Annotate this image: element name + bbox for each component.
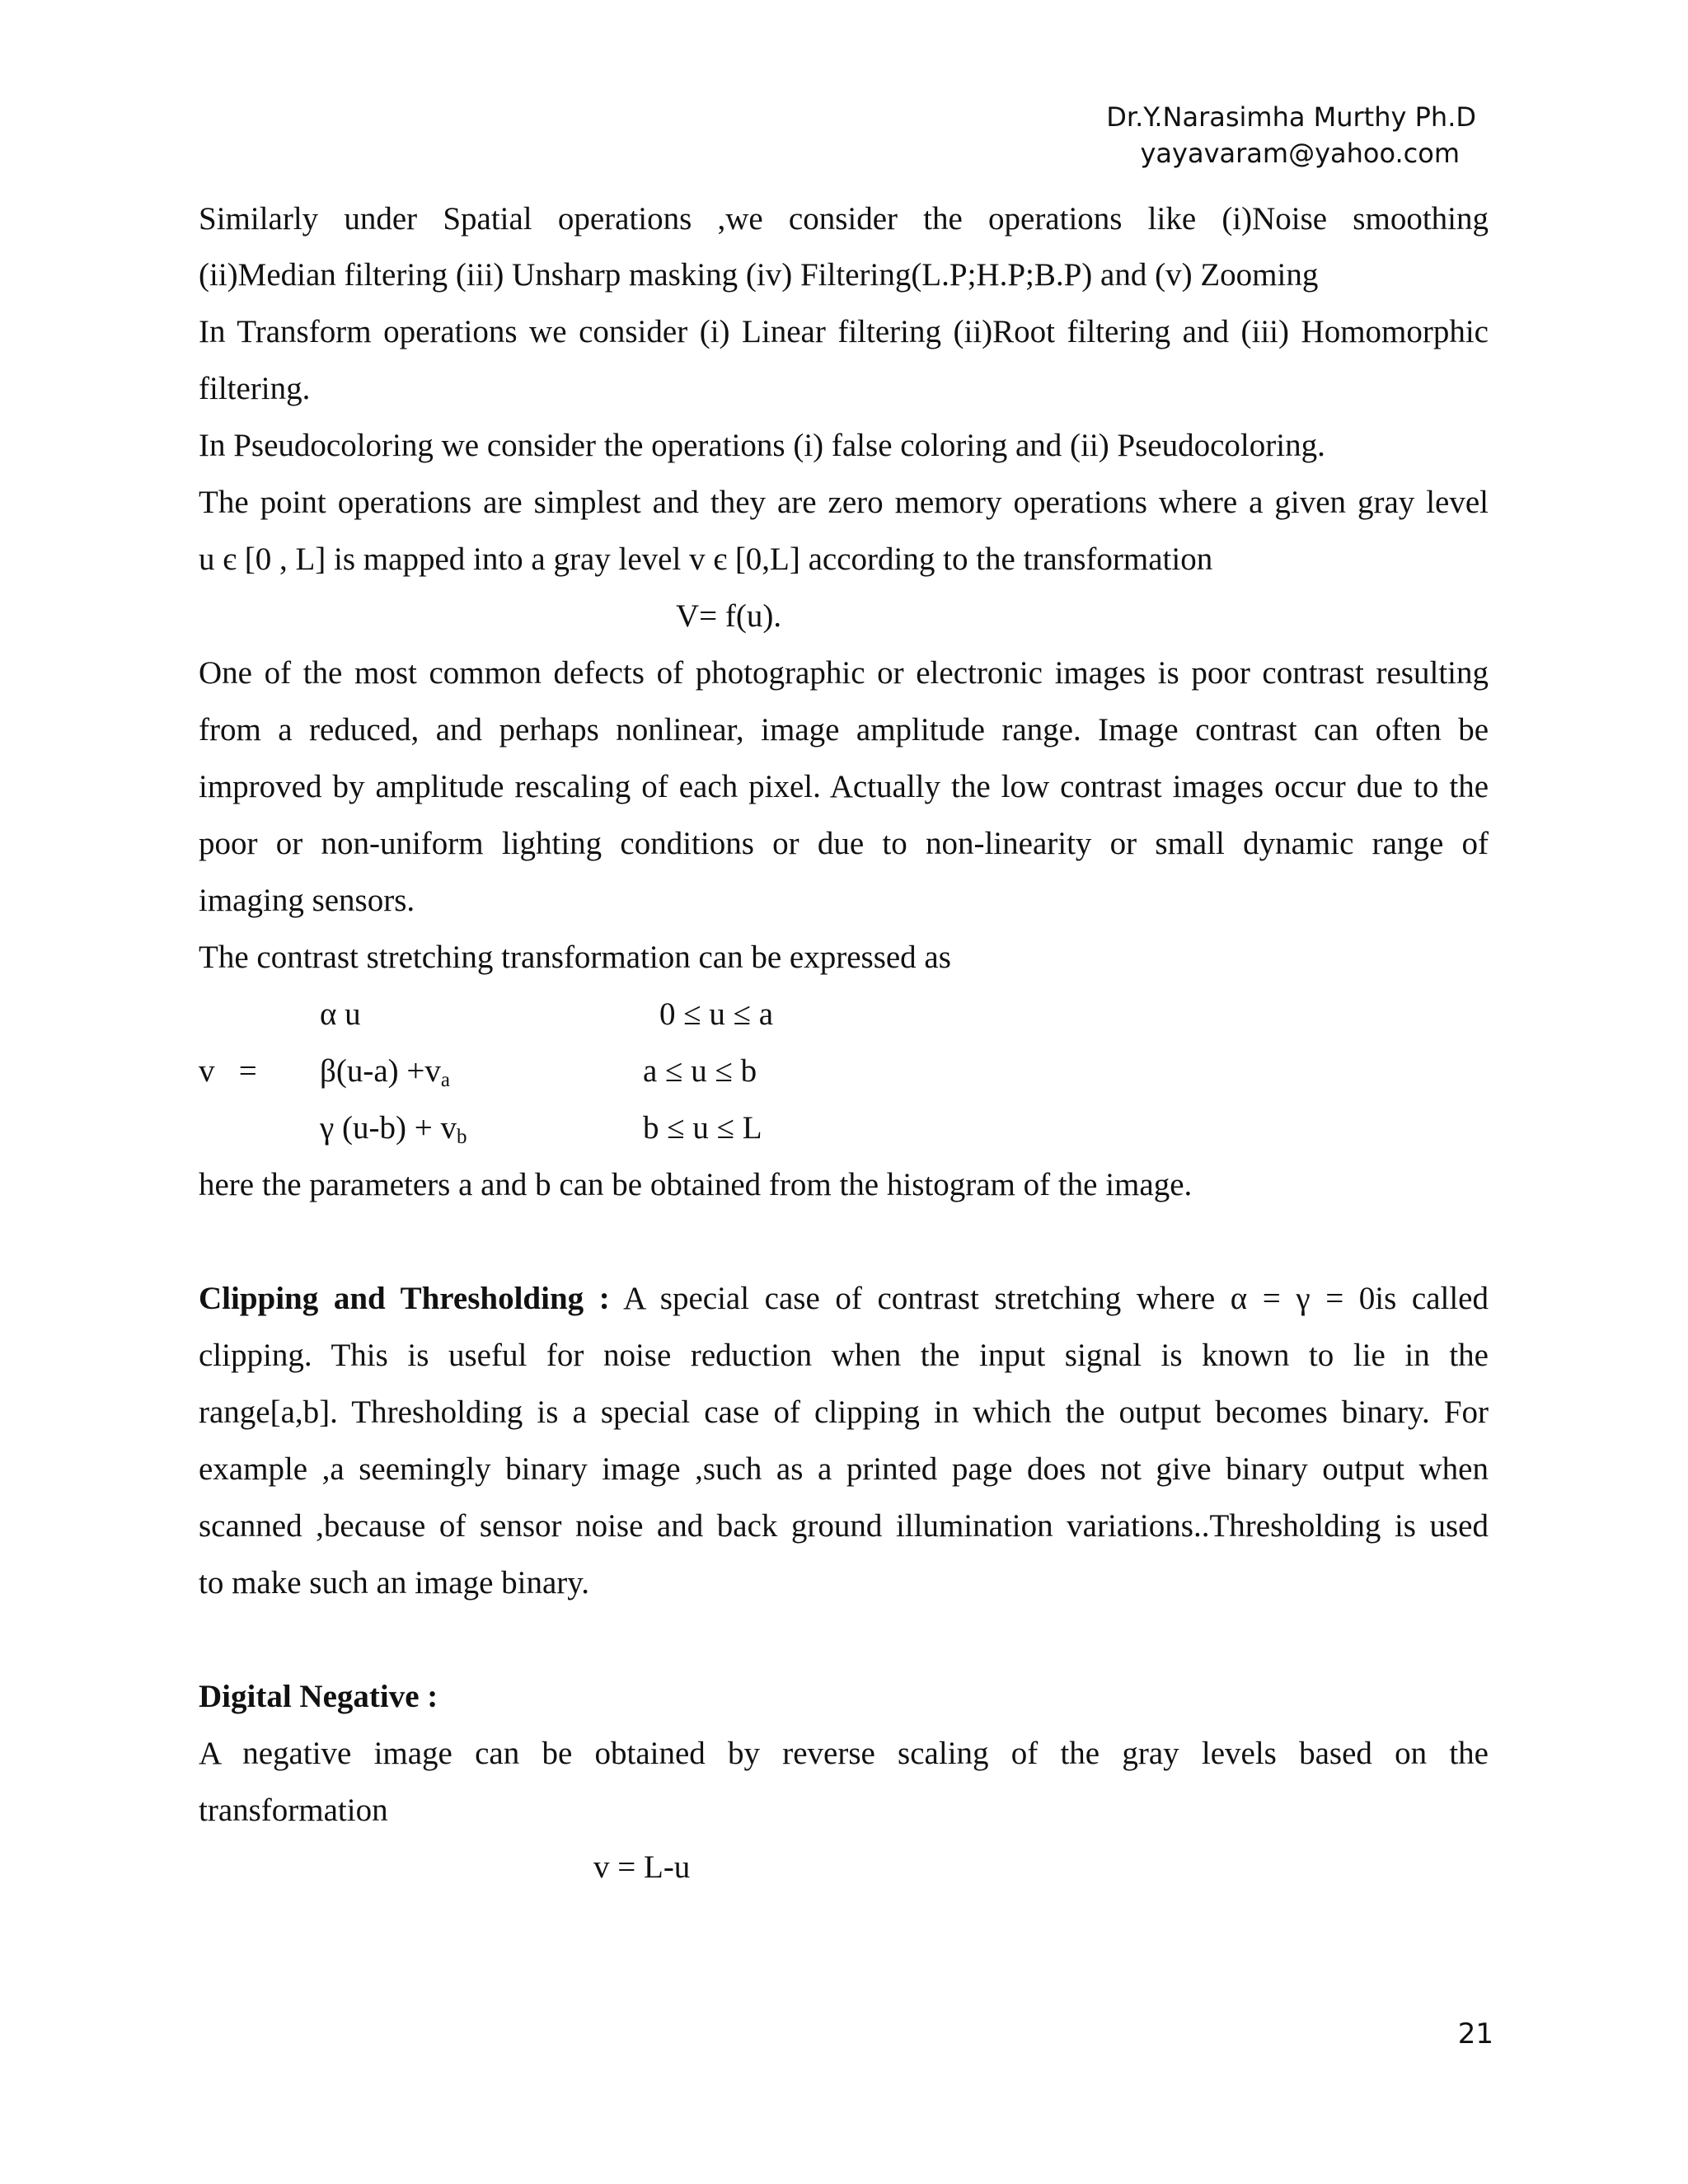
paragraph-line: Similarly under Spatial operations ,we consider the operations like (i)Noise smoothing xyxy=(199,201,1489,237)
paragraph-line: range[a,b]. Thresholding is a special case of clipping in which the output becomes binary. For xyxy=(199,1394,1489,1430)
header-author: Dr.Y.Narasimha Murthy Ph.D xyxy=(1106,101,1476,133)
paragraph-line: The point operations are simplest and they are zero memory operations where a given gray level xyxy=(199,485,1489,520)
equation-negative: v = L-u xyxy=(593,1849,691,1885)
equation-case-2-expr: $\beta(u-a) +v_a$ xyxy=(320,1053,450,1091)
paragraph-line: (ii)Median filtering (iii) Unsharp masking (iv) Filtering(L.P;H.P;B.P) and (v) Zooming xyxy=(199,257,1319,293)
paragraph-line: scanned ,because of sensor noise and back ground illumination variations..Thresholding is used xyxy=(199,1508,1489,1544)
paragraph-line: improved by amplitude rescaling of each pixel. Actually the low contrast images occur due to the xyxy=(199,769,1489,804)
equation-point-transform: V= f(u). xyxy=(676,598,782,634)
paragraph-line: clipping. This is useful for noise reduction when the input signal is known to lie in the xyxy=(199,1338,1489,1373)
paragraph-line: In Transform operations we consider (i) Linear filtering (ii)Root filtering and (iii) Homomorphic xyxy=(199,314,1489,349)
paragraph-line: from a reduced, and perhaps nonlinear, image amplitude range. Image contrast can often be xyxy=(199,712,1489,748)
section-heading-digital-negative: Digital Negative : xyxy=(199,1679,438,1714)
paragraph-line: In Pseudocoloring we consider the operations (i) false coloring and (ii) Pseudocoloring. xyxy=(199,428,1325,463)
equation-case-2-cond: a ≤ u ≤ b xyxy=(643,1053,757,1089)
paragraph-line: filtering. xyxy=(199,371,311,406)
paragraph-line: transformation xyxy=(199,1793,388,1828)
paragraph-line: poor or non-uniform lighting conditions or due to non-linearity or small dynamic range of xyxy=(199,826,1489,861)
paragraph-line: The contrast stretching transformation can be expressed as xyxy=(199,940,951,975)
paragraph-line: imaging sensors. xyxy=(199,883,415,918)
header-email: yayavaram@yahoo.com xyxy=(1140,138,1460,169)
equation-case-1-expr: α u xyxy=(320,996,361,1032)
page-number: 21 xyxy=(1457,2018,1493,2050)
paragraph-line: example ,a seemingly binary image ,such as a printed page does not give binary output when xyxy=(199,1451,1489,1487)
paragraph-line: to make such an image binary. xyxy=(199,1565,589,1601)
paragraph-line: One of the most common defects of photographic or electronic images is poor contrast resulting xyxy=(199,655,1489,691)
paragraph-line: Clipping and Thresholding : A special case of contrast stretching where α = γ = 0is called xyxy=(199,1281,1489,1316)
equation-lhs: v = xyxy=(199,1053,257,1089)
equation-case-3-expr: γ $(u-b) + v_b$ xyxy=(320,1110,467,1148)
paragraph-line: here the parameters a and b can be obtained from the histogram of the image. xyxy=(199,1167,1193,1202)
paragraph-line: A negative image can be obtained by reverse scaling of the gray levels based on the xyxy=(199,1736,1489,1771)
paragraph-line: u є [0 , L] is mapped into a gray level v є [0,L] according to the transformation xyxy=(199,541,1213,577)
equation-case-3-cond: b ≤ u ≤ L xyxy=(643,1110,762,1146)
equation-case-1-cond: 0 ≤ u ≤ a xyxy=(659,996,774,1032)
section-heading-clipping: Clipping and Thresholding : xyxy=(199,1281,610,1316)
